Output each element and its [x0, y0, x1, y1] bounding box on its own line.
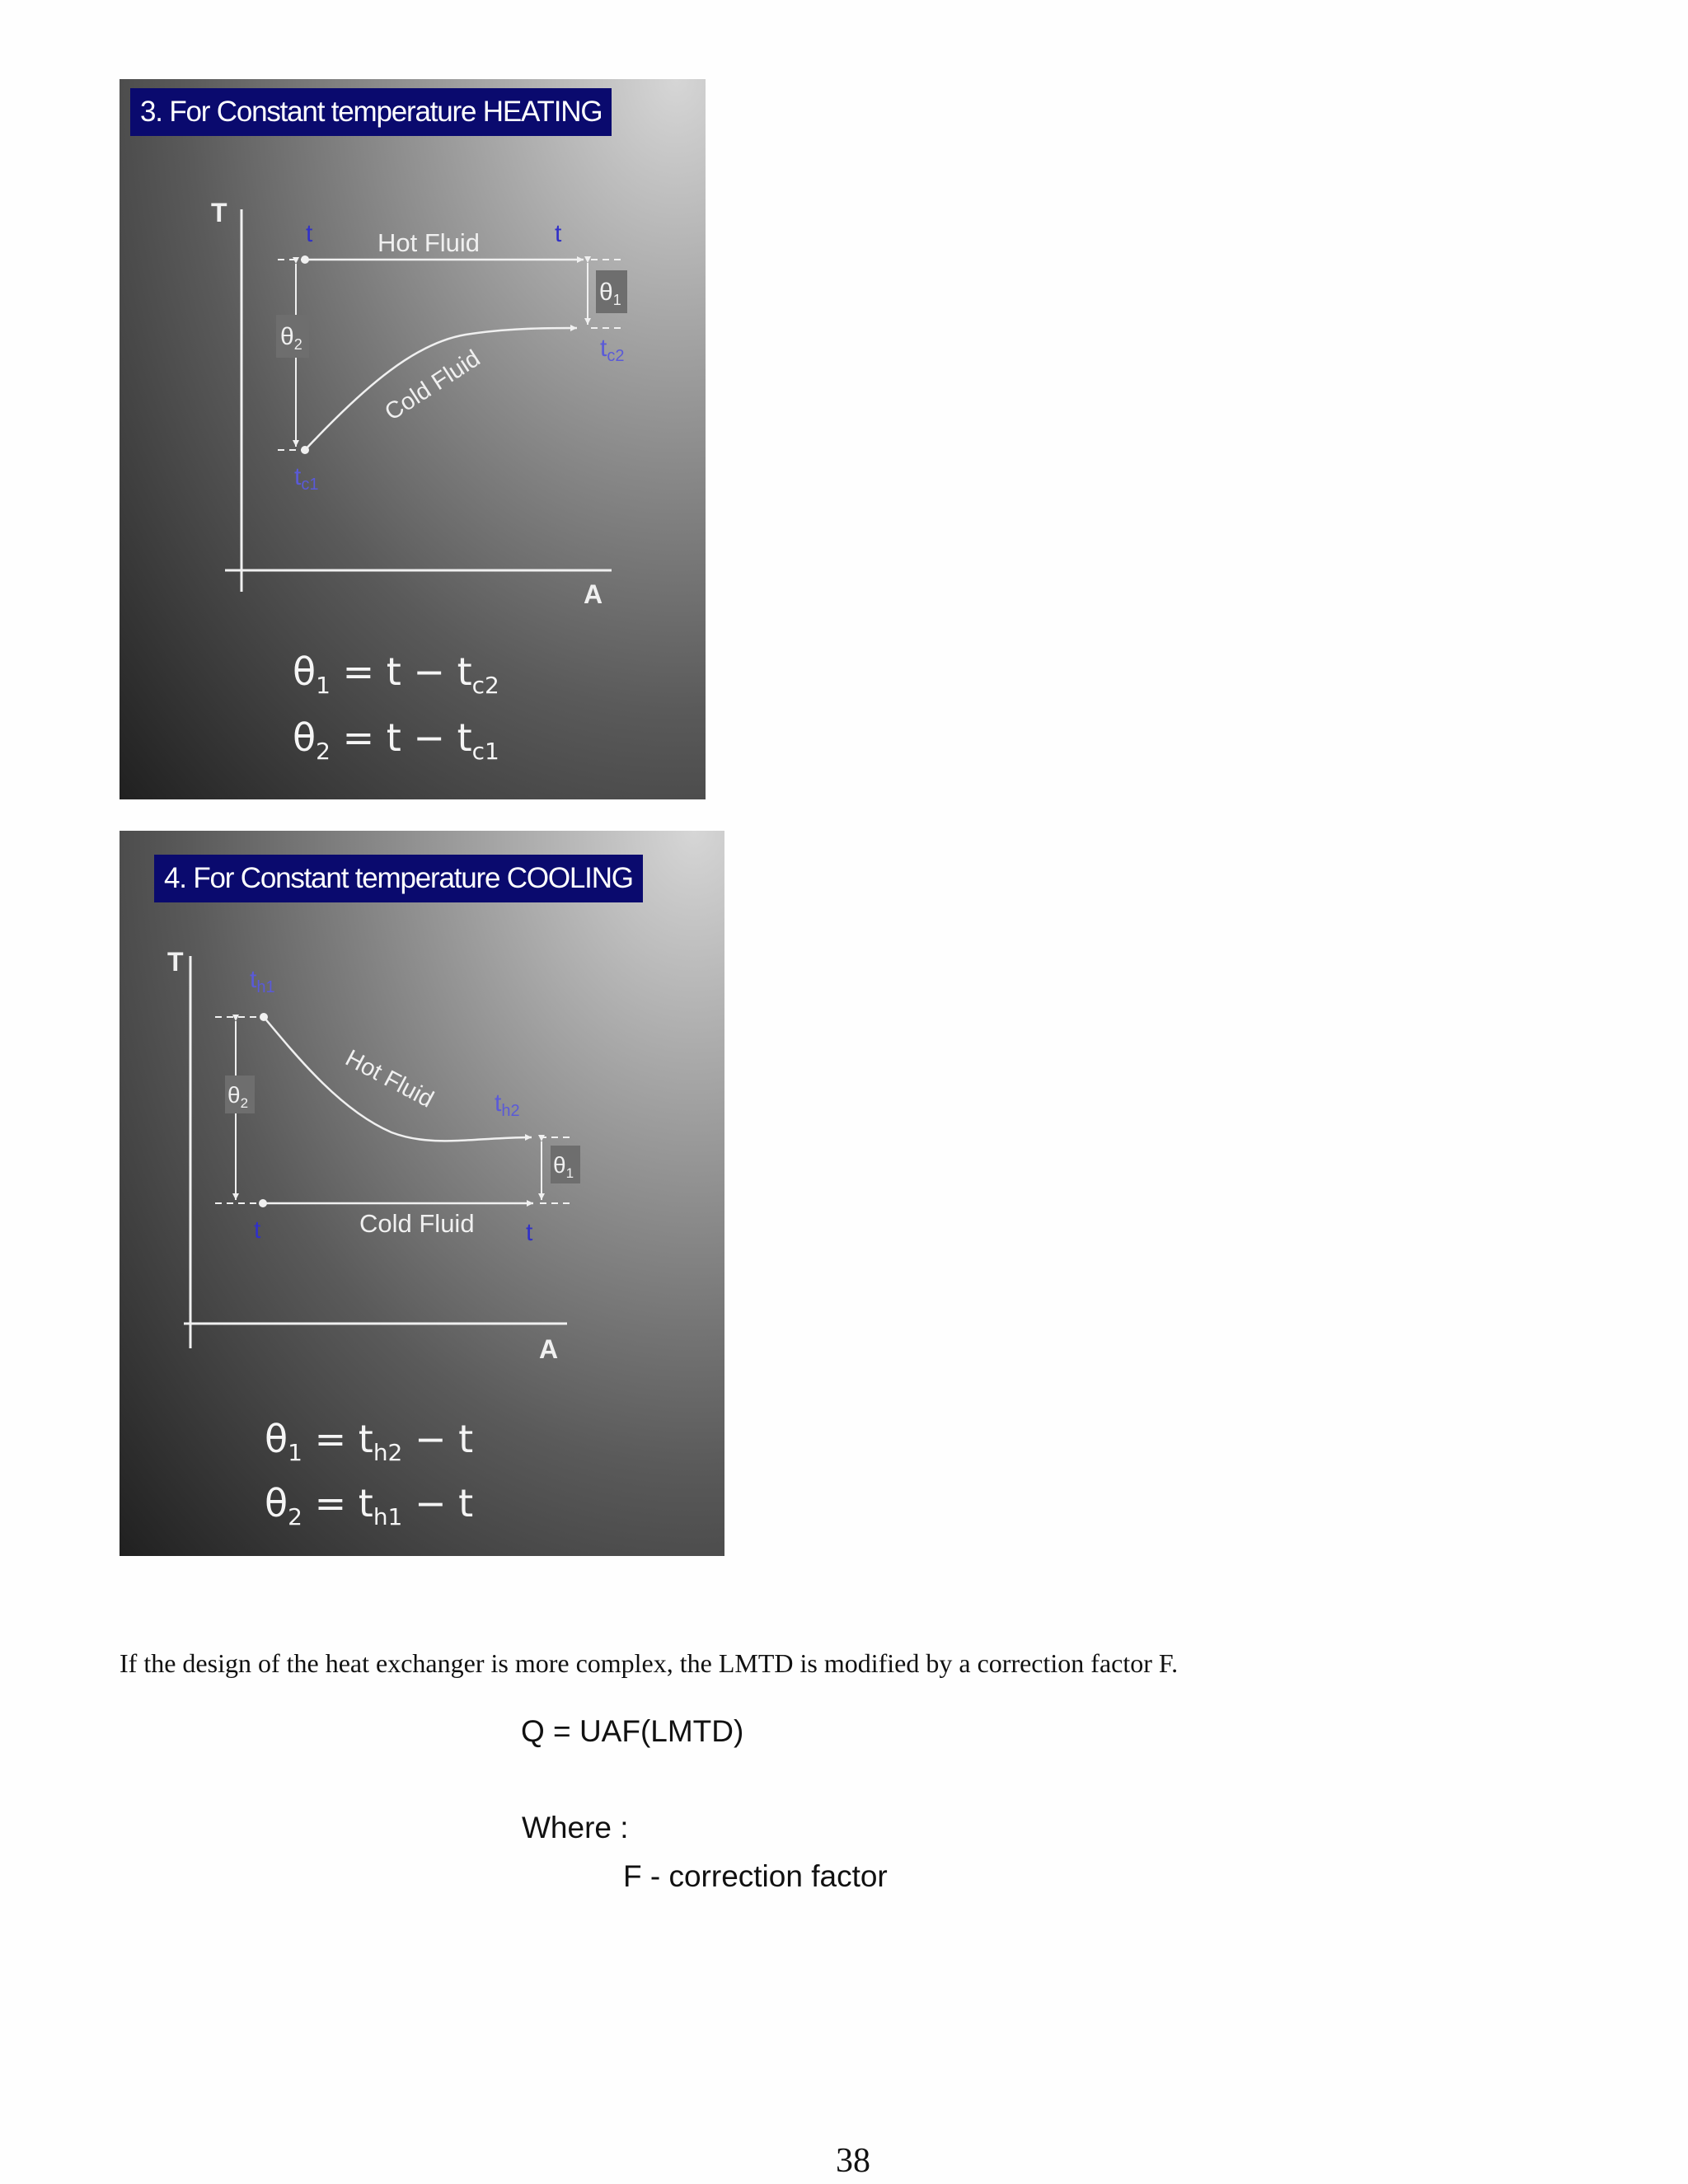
hot-fluid-label: Hot Fluid [340, 1044, 438, 1113]
axis-label-T: T [211, 198, 227, 227]
equation-theta2: $\theta_2 = t - t_{c1}$ [293, 715, 499, 765]
axis-label-T: T [167, 947, 184, 977]
heating-figure [120, 79, 706, 799]
figure-title: 4. For Constant temperature COOLING [154, 855, 643, 902]
label-tc2: $t_{c2}$ [600, 335, 625, 365]
equation-theta2: $\theta_2 = t_{h1} - t$ [265, 1481, 474, 1530]
cooling-figure [120, 831, 724, 1556]
label-t-left: t [306, 220, 313, 247]
equation-theta1: $\theta_1 = t_{h2} - t$ [265, 1417, 474, 1466]
formula-q: Q = UAF(LMTD) [521, 1714, 744, 1748]
axis-label-A: A [584, 579, 603, 609]
heating-diagram [120, 79, 706, 799]
theta1-label: $\theta_1$ [599, 279, 621, 308]
label-t-right: t [555, 220, 562, 247]
theta1-label: $\theta_1$ [553, 1152, 574, 1181]
axis-label-A: A [539, 1334, 559, 1364]
cooling-diagram [120, 831, 724, 1556]
page-number: 38 [836, 2142, 870, 2180]
equation-theta1: $\theta_1 = t - t_{c2}$ [293, 649, 499, 699]
label-th1: $t_{h1}$ [250, 966, 275, 996]
body-paragraph: If the design of the heat exchanger is more complex, the LMTD is modified by a correction factor F. [120, 1648, 1179, 1678]
theta2-label: $\theta_2$ [227, 1082, 249, 1111]
figure-title: 3. For Constant temperature HEATING [130, 88, 612, 136]
cold-fluid-label: Cold Fluid [359, 1209, 475, 1238]
cold-fluid-label: Cold Fluid [380, 344, 485, 426]
label-tc1: $t_{c1}$ [294, 463, 319, 494]
where-item: F - correction factor [623, 1859, 888, 1893]
label-th2: $t_{h2}$ [495, 1090, 520, 1120]
theta2-label: $\theta_2$ [280, 323, 302, 353]
label-t-left: t [254, 1216, 261, 1244]
hot-fluid-label: Hot Fluid [377, 228, 481, 257]
label-t-right: t [526, 1219, 533, 1246]
where-label: Where : [522, 1811, 629, 1844]
